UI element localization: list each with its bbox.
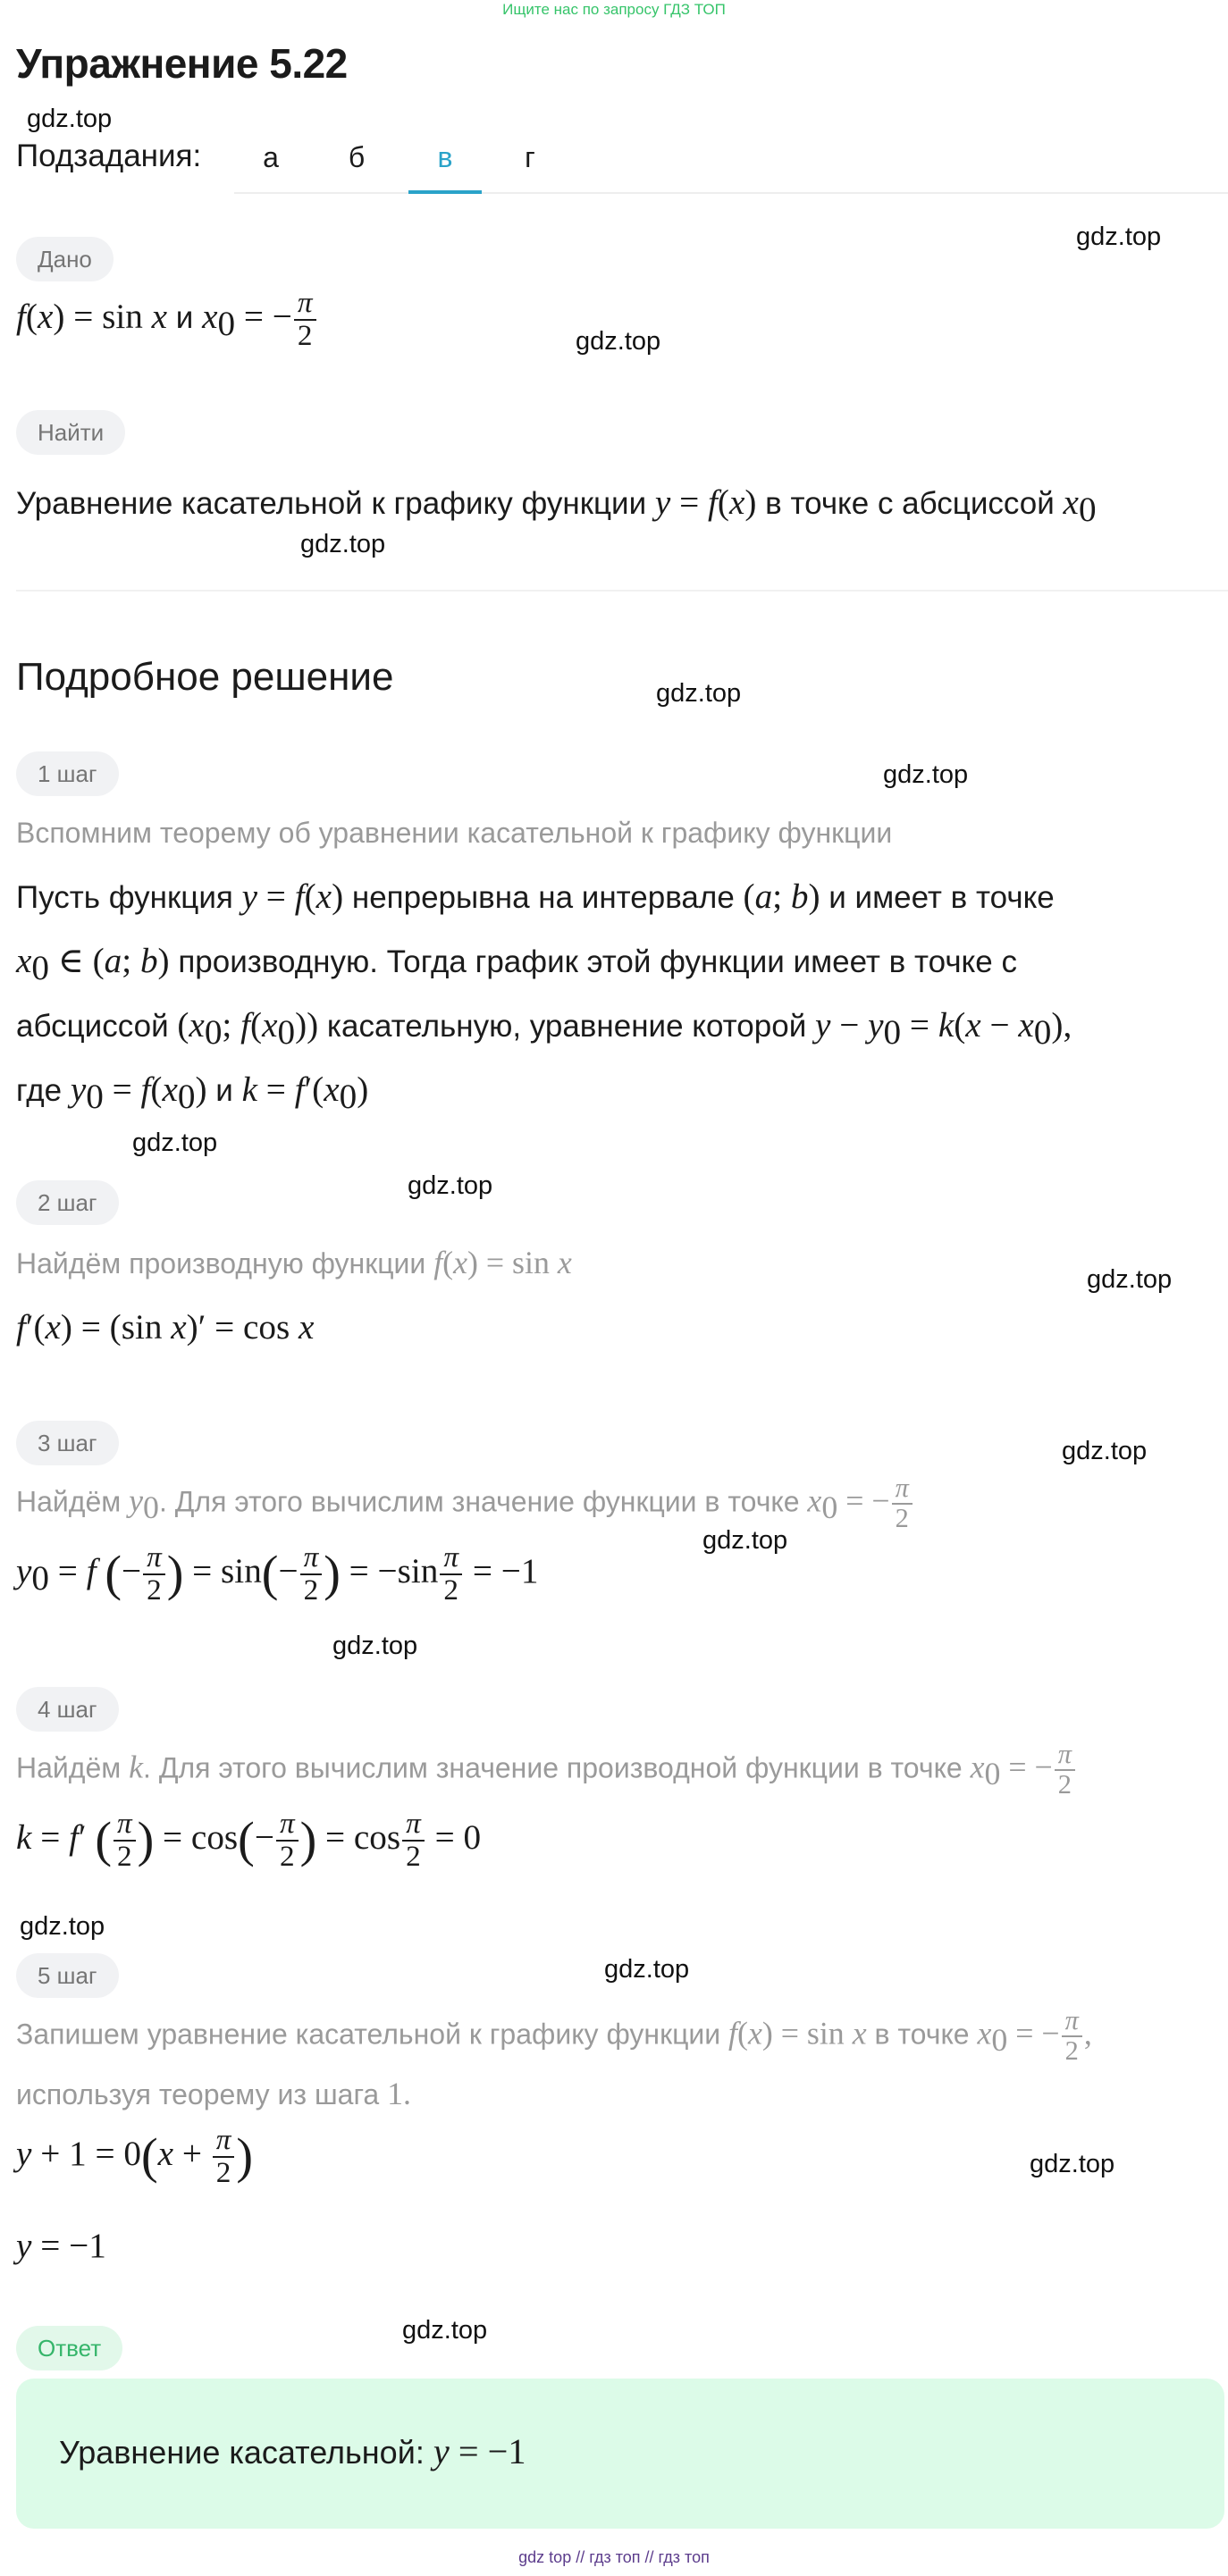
step-formula: $y_0 = f$ (− $\frac{\pi}{2}$ ) = sin(− $\frac{\pi}{2}$ ) = −sin $\frac{\pi}{2}$ = −1 — [16, 1540, 539, 1607]
answer-text: Уравнение касательной: y = −1 — [59, 2431, 526, 2471]
watermark: gdz.top — [132, 1129, 218, 1157]
watermark: gdz.top — [1030, 2150, 1115, 2178]
watermark: gdz.top — [1087, 1265, 1173, 1294]
watermark: gdz.top — [883, 760, 969, 789]
given-connector: и — [175, 300, 194, 336]
step-description: Найдём $y_0$. Для этого вычислим значение функции в точке $x_0$ = − $\frac{\pi}{2}$ — [16, 1474, 914, 1533]
step-description: Найдём k. Для этого вычислим значение производной функции в точке $x_0$ = − $\frac{\pi}{2}$ — [16, 1741, 1077, 1800]
watermark: gdz.top — [27, 105, 113, 133]
step-badge: 3 шаг — [16, 1421, 119, 1465]
step-badge: 4 шаг — [16, 1687, 119, 1732]
watermark: gdz.top — [408, 1171, 493, 1200]
watermark: gdz.top — [20, 1912, 105, 1941]
step-description: Вспомним теорему об уравнении касательной к графику функции — [16, 817, 893, 849]
watermark: gdz.top — [300, 530, 386, 558]
watermark: gdz.top — [702, 1526, 788, 1555]
tab-a[interactable]: а — [263, 141, 279, 173]
given-formula: f(x) = sin x и $x_0$ = − $\frac{\pi}{2}$ — [16, 288, 318, 352]
step-description: используя теорему из шага 1. — [16, 2076, 411, 2111]
step-badge: 5 шаг — [16, 1953, 119, 1998]
find-badge: Найти — [16, 410, 125, 455]
watermark: gdz.top — [576, 327, 661, 356]
theorem-line-1: Пусть функция y = f(x) непрерывна на интервале (a; b) и имеет в точке — [16, 877, 1055, 916]
step-formula: f′(x) = (sin x)′ = cos x — [16, 1308, 315, 1347]
theorem-line-3: абсциссой ($x_0$; $f(x_0)$) касательную, уравнение которой $y - y_0 = k(x - x_0)$, — [16, 1006, 1072, 1052]
find-text: Уравнение касательной к графику функции y = f(x) в точке с абсциссой $x_0$ — [16, 483, 1097, 529]
page-title: Упражнение 5.22 — [16, 40, 348, 87]
theorem-line-4: где $y_0 = f(x_0)$ и $k = f'(x_0)$ — [16, 1070, 369, 1116]
tab-b[interactable]: б — [348, 141, 366, 173]
step-result: y = −1 — [16, 2227, 106, 2265]
subtasks-label: Подзадания: — [16, 138, 202, 173]
divider — [16, 590, 1228, 592]
footer-links: gdz top // гдз топ // гдз топ — [518, 2548, 710, 2566]
solution-title: Подробное решение — [16, 655, 394, 699]
watermark: gdz.top — [1062, 1437, 1148, 1465]
answer-badge: Ответ — [16, 2326, 122, 2370]
subtask-tabs — [234, 134, 1228, 194]
given-badge: Дано — [16, 237, 114, 281]
step-badge: 2 шаг — [16, 1180, 119, 1225]
watermark: gdz.top — [656, 679, 742, 708]
step-formula: k = f′ ( $\frac{\pi}{2}$ ) = cos(− $\frac{\pi}{2}$ ) = cos $\frac{\pi}{2}$ = 0 — [16, 1807, 482, 1873]
step-badge: 1 шаг — [16, 751, 119, 796]
theorem-line-2: $x_0$ ∈ (a; b) производную. Тогда график этой функции имеет в точке с — [16, 942, 1017, 987]
step-description: Найдём производную функции f(x) = sin x — [16, 1245, 572, 1280]
step-formula: y + 1 = 0(x + $\frac{\pi}{2}$ ) — [16, 2123, 254, 2189]
watermark: gdz.top — [1076, 222, 1162, 251]
step-description: Запишем уравнение касательной к графику функции f(x) = sin x в точке $x_0$ = − $\frac{\pi}{2}$ , — [16, 2005, 1092, 2066]
watermark: gdz.top — [402, 2316, 488, 2345]
answer-box — [16, 2379, 1224, 2529]
tab-v[interactable]: в — [408, 134, 482, 194]
watermark: gdz.top — [332, 1632, 418, 1660]
tab-g[interactable]: г — [525, 141, 535, 173]
top-banner: Ищите нас по запросу ГДЗ ТОП — [502, 1, 726, 18]
watermark: gdz.top — [604, 1955, 690, 1984]
